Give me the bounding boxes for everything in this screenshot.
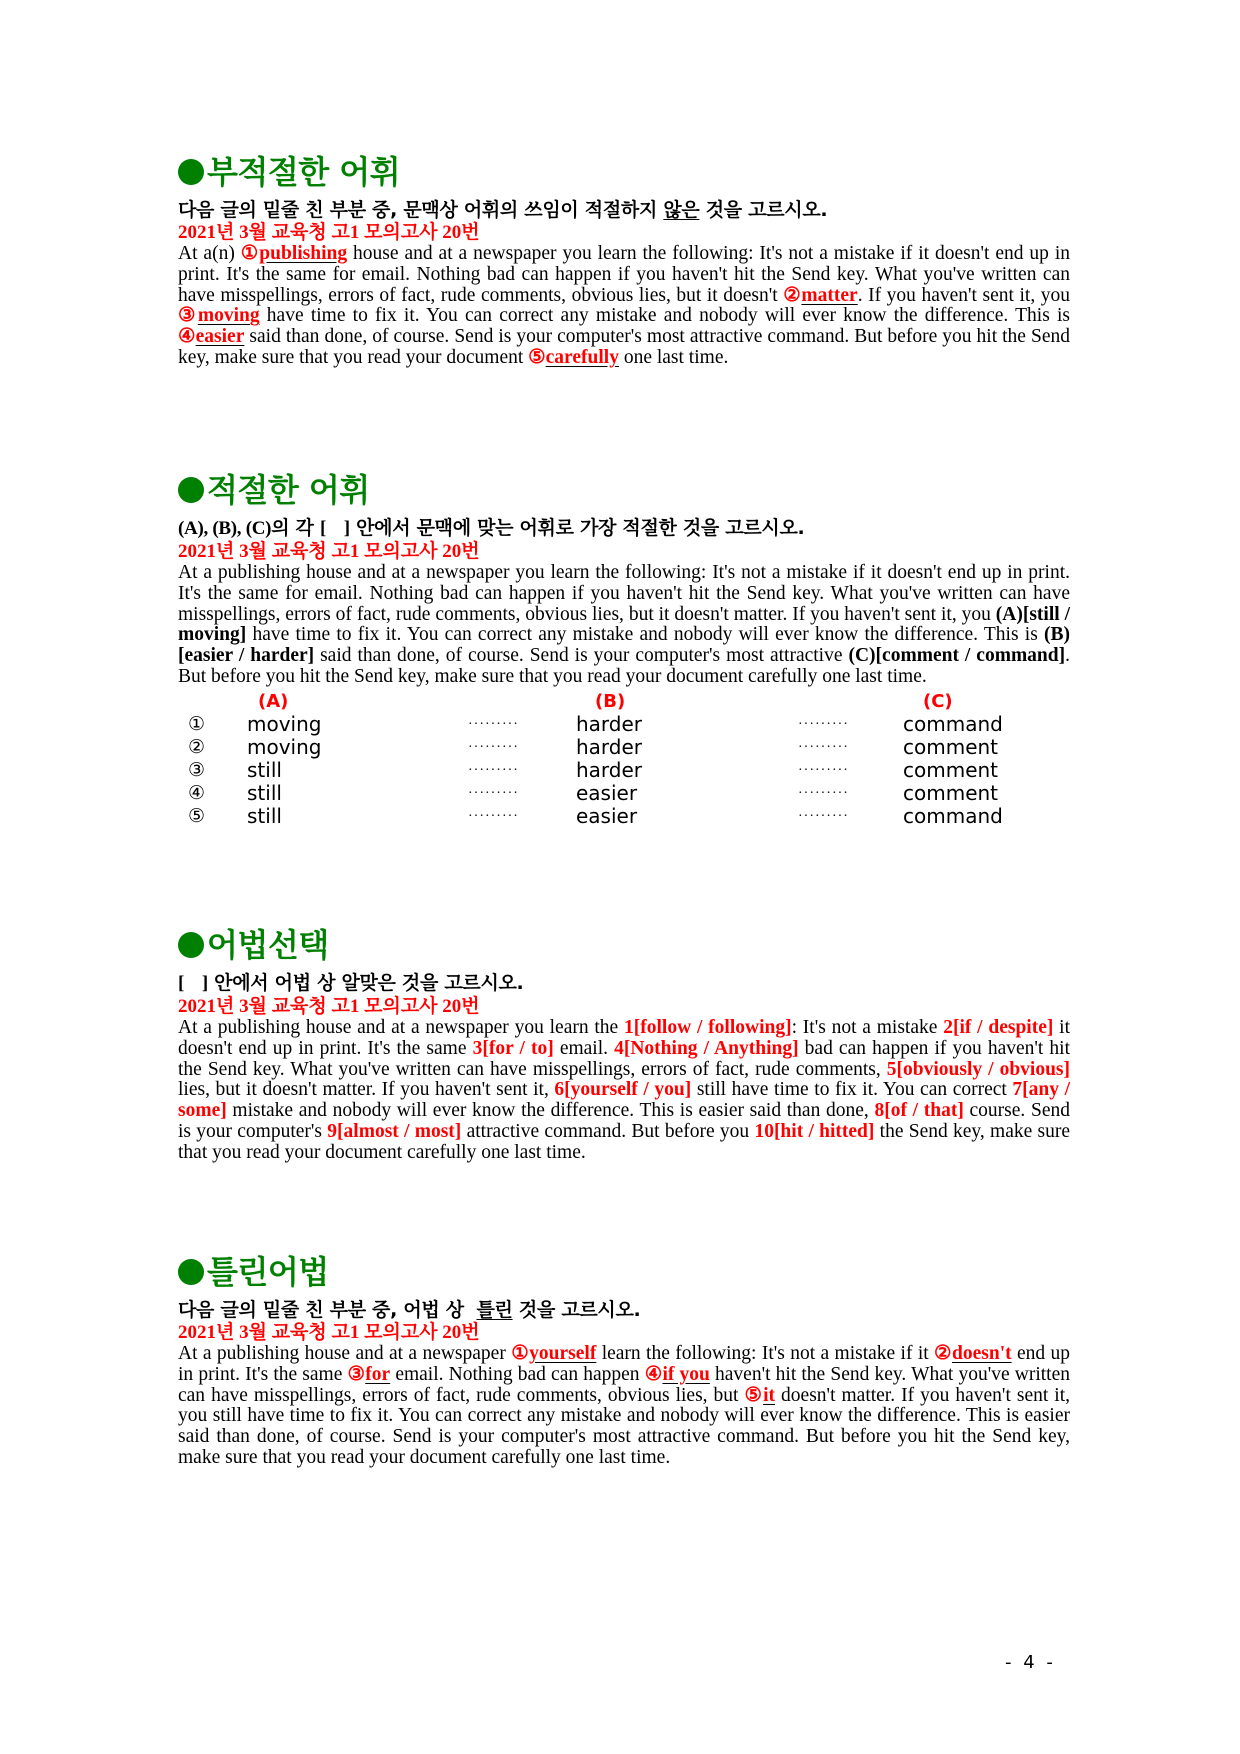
header-b: (B) (595, 690, 626, 712)
choices-header (178, 690, 1070, 713)
passage-text: end up in print. It's the same (178, 1343, 1071, 1385)
header-c: (C) (923, 690, 953, 712)
underlined-word: for (365, 1363, 391, 1385)
passage-text: the Send key, make sure that you read your document carefully one last time. (178, 1120, 1071, 1163)
choice-row-4[interactable] (178, 782, 1070, 805)
leader-dots: ········· (468, 762, 519, 778)
choice-row-5[interactable] (178, 805, 1070, 828)
bullet-icon (178, 477, 204, 503)
marked-word (178, 305, 260, 326)
source-label: 2021년 3월 교육청 고1 모의고사 20번 (178, 1322, 480, 1343)
grammar-choice-9: 9[almost / most] (327, 1120, 462, 1142)
bullet-icon (178, 1259, 204, 1285)
leader-dots: ········· (468, 785, 519, 801)
circled-number: ④ (178, 326, 196, 348)
section-inappropriate-vocabulary (178, 152, 1070, 369)
leader-dots: ········· (468, 739, 519, 755)
choice-a: still (247, 803, 282, 828)
header-a: (A) (258, 690, 289, 712)
choice-a: still (247, 780, 282, 805)
marked-word (178, 326, 244, 347)
passage-text: At a(n) (178, 243, 241, 264)
passage (178, 1018, 1070, 1164)
instruction-text: 것을 고르시오. (512, 1299, 641, 1321)
leader-dots: ········· (798, 785, 849, 801)
passage-text: have time to fix it. You can correct any mistake and nobody will ever know the difference. This is (246, 624, 1044, 646)
answer-choices (178, 690, 1070, 828)
bullet-icon (178, 932, 204, 958)
passage-text: : It's not a mistake (791, 1017, 944, 1038)
passage-text: At a publishing house and at a newspaper you learn the following: It's not a mistake if it doesn't end up in print. It's the same for email. Nothing bad can happen if you haven't hit the Send key. What you've written can have misspellings, errors of fact, rude comments, obvious lies, but it doesn't matter. If you haven't sent it, you (178, 562, 1070, 625)
passage-text: it doesn't end up in print. It's the same (178, 1017, 1070, 1059)
marked-word (348, 1364, 391, 1385)
leader-dots: ········· (468, 716, 519, 732)
instruction (178, 971, 1070, 996)
passage-text: email. (553, 1037, 615, 1059)
passage (178, 563, 1070, 688)
section-heading (178, 925, 1070, 965)
leader-dots: ········· (468, 808, 519, 824)
grammar-choice-8: 8[of / that] (874, 1100, 964, 1122)
passage-text: one last time. (618, 346, 729, 368)
passage-text: said than done, of course. Send is your computer's most attractive command. But before you hit the Send key, make sure that you read your document (178, 326, 1070, 368)
passage-text: have time to fix it. You can correct any mistake and nobody will ever know the difference. This is (259, 305, 1071, 327)
passage-text: said than done, of course. Send is your computer's most attractive (314, 645, 849, 667)
instruction-text: 다음 글의 밑줄 친 부분 중, 어법 상 (178, 1299, 477, 1321)
circled-number: ② (783, 284, 802, 306)
blank-c: (C)[comment / command] (848, 645, 1066, 667)
section-heading (178, 152, 1070, 192)
instruction-labels: (A), (B), (C) (178, 518, 272, 539)
choice-a: moving (247, 734, 322, 759)
choice-row-2[interactable] (178, 736, 1070, 759)
choice-c: comment (903, 757, 999, 782)
choice-b: harder (576, 757, 643, 782)
section-appropriate-vocabulary (178, 470, 1070, 828)
page-number: - 4 - (1005, 1652, 1056, 1673)
leader-dots: ········· (798, 762, 849, 778)
instruction (178, 1298, 1070, 1322)
section-grammar-choice (178, 925, 1070, 1164)
passage (178, 244, 1070, 369)
underlined-word: easier (195, 326, 245, 348)
leader-dots: ········· (798, 739, 849, 755)
instruction (178, 516, 1070, 541)
choice-c: command (903, 711, 1003, 736)
choice-c: comment (903, 780, 999, 805)
circled-number: ④ (644, 1363, 663, 1385)
passage-text: course. Send is your computer's (178, 1100, 1070, 1142)
instruction-text: 안에서 문맥에 맞는 어휘로 가장 적절한 것을 고르시오. (349, 517, 805, 539)
grammar-choice-4: 4[Nothing / Anything] (614, 1037, 799, 1059)
underlined-word: yourself (529, 1343, 597, 1364)
heading-text: 어법선택 (207, 926, 329, 964)
passage-text: haven't hit the Send key. What you've written can have misspellings, errors of fact, rude comments, obvious lies, but (178, 1363, 1070, 1406)
source-label: 2021년 3월 교육청 고1 모의고사 20번 (178, 541, 480, 562)
grammar-choice-2: 2[if / despite] (943, 1017, 1054, 1038)
underlined-word: publishing (259, 243, 348, 264)
grammar-choice-6: 6[yourself / you] (554, 1079, 692, 1101)
grammar-choice-5: 5[obviously / obvious] (886, 1058, 1071, 1080)
choice-number: ① (188, 712, 206, 735)
heading-text: 적절한 어휘 (207, 471, 370, 509)
bullet-icon (178, 159, 204, 185)
underlined-word: doesn't (952, 1343, 1012, 1364)
choice-a: still (247, 757, 282, 782)
passage-text: bad can happen if you haven't hit the Send key. What you've written can have misspellings, errors of fact, rude comments, (178, 1037, 1070, 1080)
instruction-text: 것을 고르시오. (699, 199, 828, 221)
circled-number: ⑤ (528, 346, 546, 368)
marked-word (528, 347, 619, 368)
instruction-bracket: [ ] (178, 973, 208, 994)
circled-number: ① (511, 1343, 530, 1364)
passage-text: lies, but it doesn't matter. If you haven't sent it, (178, 1079, 555, 1101)
underlined-word: it (763, 1384, 776, 1406)
circled-number: ⑤ (744, 1384, 764, 1406)
leader-dots: ········· (798, 716, 849, 732)
instruction-underlined: 틀린 (476, 1299, 513, 1321)
passage-text: still have time to fix it. You can correct (691, 1079, 1013, 1101)
passage-text: learn the following: It's not a mistake if it (596, 1343, 935, 1364)
circled-number: ② (934, 1343, 953, 1364)
choice-number: ④ (188, 781, 206, 804)
marked-word (783, 285, 857, 306)
passage-text: . If you haven't sent it, you (857, 284, 1071, 306)
instruction-underlined: 않은 (663, 199, 700, 221)
marked-word (241, 243, 347, 264)
instruction-text: 안에서 어법 상 알맞은 것을 고르시오. (207, 972, 524, 994)
blank-a: (A)[still / moving] (178, 603, 1070, 646)
passage-text: At a publishing house and at a newspaper you learn the (178, 1017, 624, 1038)
choice-a: moving (247, 711, 322, 736)
grammar-choice-10: 10[hit / hitted] (754, 1120, 875, 1142)
instruction (178, 198, 1070, 222)
passage-text: email. Nothing bad can happen (390, 1363, 645, 1385)
leader-dots: ········· (798, 808, 849, 824)
choice-number: ② (188, 735, 206, 758)
underlined-word: moving (197, 305, 260, 327)
blank-b: (B)[easier / harder] (178, 624, 1070, 667)
passage-text: attractive command. But before you (461, 1120, 755, 1142)
section-wrong-grammar (178, 1252, 1070, 1469)
choice-row-3[interactable] (178, 759, 1070, 782)
marked-word (745, 1385, 776, 1406)
passage-text: house and at a newspaper you learn the following: It's not a mistake if it doesn't end up in print. It's the same for email. Nothing bad can happen if you haven't hit the Send key. What you've written can have misspellings, errors of fact, rude comments, obvious lies, but it doesn't (178, 243, 1071, 306)
passage-text: doesn't matter. If you haven't sent it, you still have time to fix it. You can correct any mistake and nobody will ever know the difference. This is easier said than done, of course. Send is your computer's most attractive command. But before you hit the Send key, make sure that you read your document carefully one last time. (178, 1384, 1071, 1468)
instruction-text: 의 각 (271, 517, 320, 539)
instruction-bracket: [ ] (319, 518, 350, 539)
section-heading (178, 1252, 1070, 1292)
section-heading (178, 470, 1070, 510)
heading-text: 부적절한 어휘 (207, 153, 401, 191)
choice-b: easier (576, 780, 638, 805)
choice-c: comment (903, 734, 999, 759)
circled-number: ① (240, 243, 260, 264)
passage-text: At a publishing house and at a newspaper (178, 1343, 512, 1364)
underlined-word: carefully (545, 346, 619, 368)
grammar-choice-3: 3[for / to] (472, 1037, 554, 1059)
marked-word (511, 1343, 596, 1364)
choice-row-1[interactable] (178, 713, 1070, 736)
choice-b: harder (576, 734, 643, 759)
circled-number: ③ (178, 305, 198, 327)
instruction-text: 다음 글의 밑줄 친 부분 중, 문맥상 어휘의 쓰임이 적절하지 (178, 199, 664, 221)
source-label: 2021년 3월 교육청 고1 모의고사 20번 (178, 996, 480, 1017)
passage (178, 1344, 1070, 1469)
circled-number: ③ (347, 1363, 366, 1385)
passage-text: . But before you hit the Send key, make sure that you read your document carefully one last time. (178, 645, 1070, 687)
choice-c: command (903, 803, 1003, 828)
marked-word (934, 1343, 1012, 1364)
choice-number: ③ (188, 758, 206, 781)
grammar-choice-1: 1[follow / following] (624, 1017, 792, 1038)
passage-text: mistake and nobody will ever know the difference. This is easier said than done, (226, 1100, 875, 1122)
underlined-word: matter (801, 284, 858, 306)
heading-text: 틀린어법 (207, 1253, 329, 1291)
choice-b: easier (576, 803, 638, 828)
choice-b: harder (576, 711, 643, 736)
source-label: 2021년 3월 교육청 고1 모의고사 20번 (178, 222, 480, 243)
marked-word (645, 1364, 710, 1385)
grammar-choice-7: 7[any / some] (178, 1079, 1070, 1122)
underlined-word: if you (662, 1363, 710, 1385)
choice-number: ⑤ (188, 804, 206, 827)
